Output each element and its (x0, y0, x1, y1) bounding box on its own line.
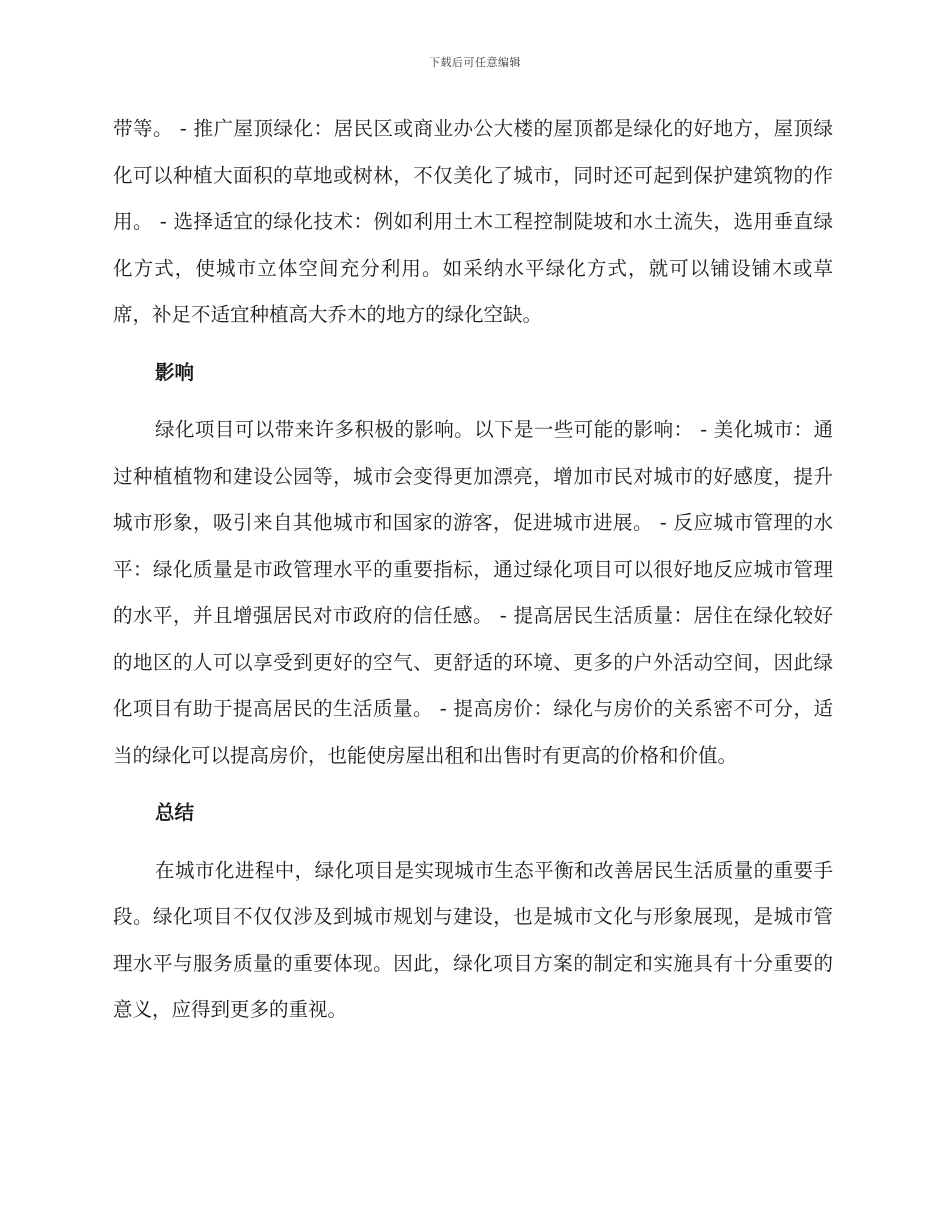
document-body (113, 106, 833, 1034)
impact-paragraph: 绿化项目可以带来许多积极的影响。以下是一些可能的影响： - 美化城市：通过种植植物和建设公园等，城市会变得更加漂亮，增加市民对城市的好感度，提升城市形象，吸引来自其他城市和国家的游客，促进城市进展。 - 反应城市管理的水平：绿化质量是市政管理水平的重要指标，通过绿化项目可以很好地反应城市管理的水平，并且增强居民对市政府的信任感。 - 提高居民生活质量：居住在绿化较好的地区的人可以享受到更好的空气、更舒适的环境、更多的户外活动空间，因此绿化项目有助于提高居民的生活质量。 - 提高房价：绿化与房价的关系密不可分，适当的绿化可以提高房价，也能使房屋出租和出售时有更高的价格和价值。 (113, 418, 833, 767)
summary-paragraph: 在城市化进程中，绿化项目是实现城市生态平衡和改善居民生活质量的重要手段。绿化项目不仅仅涉及到城市规划与建设，也是城市文化与形象展现，是城市管理水平与服务质量的重要体现。因此，绿化项目方案的制定和实施具有十分重要的意义，应得到更多的重视。 (113, 858, 833, 1021)
section-heading-impact: 影响 (155, 360, 195, 384)
continued-paragraph: 带等。 - 推广屋顶绿化：居民区或商业办公大楼的屋顶都是绿化的好地方，屋顶绿化可以种植大面积的草地或树林，不仅美化了城市，同时还可起到保护建筑物的作用。 - 选择适宜的绿化技术：例如利用土木工程控制陡坡和水土流失，选用垂直绿化方式，使城市立体空间充分利用。如采纳水平绿化方式，就可以铺设铺木或草席，补足不适宜种植高大乔木的地方的绿化空缺。 (113, 117, 833, 326)
page-header: 下载后可任意编辑 (429, 56, 521, 69)
section-heading-summary: 总结 (155, 801, 195, 824)
